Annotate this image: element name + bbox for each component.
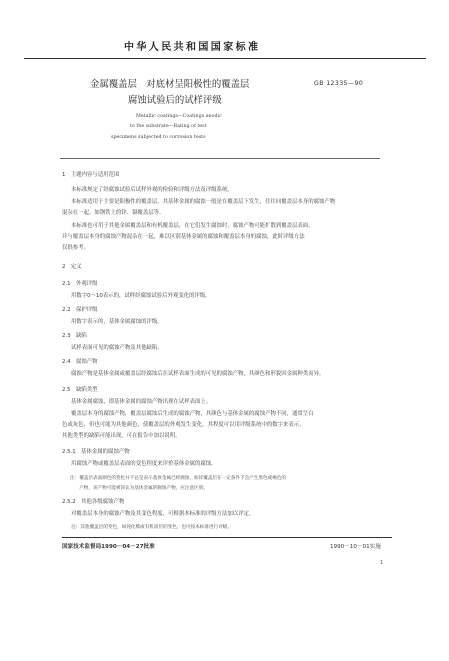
- title-divider: [60, 158, 380, 159]
- section-1-para-3c: 仅供参考。: [62, 245, 89, 251]
- def-2-1-text: 用数字0～10表示的，试样经腐蚀试验后外观变化的评级。: [71, 293, 211, 299]
- note-1-line-a: 注：覆盖层表面颜色的变化并不总是表示基体金属已经腐蚀，如锌覆盖层在一定条件下会产生黑色或褐色的: [70, 476, 286, 481]
- footer-divider: [62, 537, 392, 538]
- def-2-3-text: 试样表面可见的腐蚀产物及其他缺陷。: [71, 345, 163, 351]
- doc-title-line2: 腐蚀试验后的试样评级: [128, 95, 222, 106]
- section-1-para-2a: 本标准适用于主要是阳极性的覆盖层，其基体金属的腐蚀一般是在覆盖层下发生，往往同覆盖层本身的腐蚀产物: [71, 199, 336, 205]
- section-2-heading: 2 定义: [62, 264, 82, 270]
- section-1-para-3a: 本标准也可用于其他金属覆盖层和有机覆盖层，在它们发生腐蚀时，腐蚀产物可能扩散到覆盖层表面，: [71, 223, 314, 229]
- section-1-heading: 1 主题内容与适用范围: [62, 172, 120, 178]
- def-2-5-heading: 2.5 缺陷类型: [62, 387, 98, 393]
- approval-date: 国家技术监督局1990－04－27批准: [62, 544, 155, 550]
- english-title-line3: specimens subjected to corrosion tests: [111, 135, 206, 140]
- header-divider: [24, 58, 426, 59]
- def-2-5-2-text: 对覆盖层本身的腐蚀产物及其变色程度，可根据本标准的评级方法加以评定。: [71, 511, 255, 517]
- def-2-5-text-2a: 覆盖层本身的腐蚀产物，覆盖层腐蚀后生成的腐蚀产物，其颜色与基体金属的腐蚀产物不同，通常呈白: [71, 411, 314, 417]
- english-title-line2: to the substrate—Rating of test: [130, 124, 207, 129]
- def-2-5-text-2c: 其他类型的缺陷可能出现，可在报告中加以说明。: [62, 433, 181, 439]
- def-2-5-2-heading: 2.5.2 其他各级腐蚀产物: [62, 499, 125, 505]
- section-1-para-2b: 混杂在一起，如钢铁上的锌、镉覆盖层等。: [62, 210, 165, 216]
- note-1-line-b: 产物，该产物可能被误认为基体金属的腐蚀产物，应注意区别。: [70, 486, 208, 491]
- note-2-line-a: 注：其他覆盖层的变色，如钝化膜或有机涂层的变色，也可按本标准进行评级。: [62, 525, 232, 530]
- def-2-2-heading: 2.2 保护评级: [62, 307, 98, 313]
- standard-code: GB 12335—90: [314, 80, 364, 87]
- def-2-3-heading: 2.3 缺陷: [62, 333, 87, 339]
- def-2-5-text-1: 基体金属腐蚀，即基体金属的腐蚀产物出现在试样表面上。: [71, 399, 212, 405]
- def-2-5-1-heading: 2.5.1 基体金属的腐蚀产物: [62, 449, 130, 455]
- page-number: 1: [380, 560, 384, 566]
- doc-title-line1: 金属覆盖层 对底材呈阳极性的覆盖层: [90, 79, 250, 90]
- def-2-4-heading: 2.4 腐蚀产物: [62, 359, 98, 365]
- section-1-para-1: 本标准规定了经腐蚀试验后试样外观的检验和评级方法及评级系统。: [71, 187, 233, 193]
- standard-org-header: 中华人民共和国国家标准: [124, 42, 261, 53]
- section-1-para-3b: 并与覆盖层本身的腐蚀产物混杂在一起，难以区别基体金属的腐蚀和覆盖层本身的腐蚀，此时评级方法: [62, 234, 305, 240]
- def-2-5-text-2b: 色或灰色，但也可能为其他颜色，使覆盖层的外观发生变化，其程度可以用评级系统中的数字来表示。: [62, 422, 305, 428]
- def-2-5-1-text: 用腐蚀产物或覆盖层表面的变色程度来评价基体金属的腐蚀。: [71, 461, 217, 467]
- def-2-4-text: 腐蚀产物是基体金属或覆盖层经腐蚀后在试样表面生成的可见的腐蚀产物，其颜色和形貌因金属种类而异。: [71, 371, 325, 377]
- def-2-2-text: 用数字表示的，基体金属腐蚀的评级。: [71, 319, 163, 325]
- implementation-date: 1990－10－01实施: [330, 544, 381, 550]
- english-title-line1: Metallic coatings—Coatings anodic: [136, 114, 222, 119]
- def-2-1-heading: 2.1 外观评级: [62, 281, 98, 287]
